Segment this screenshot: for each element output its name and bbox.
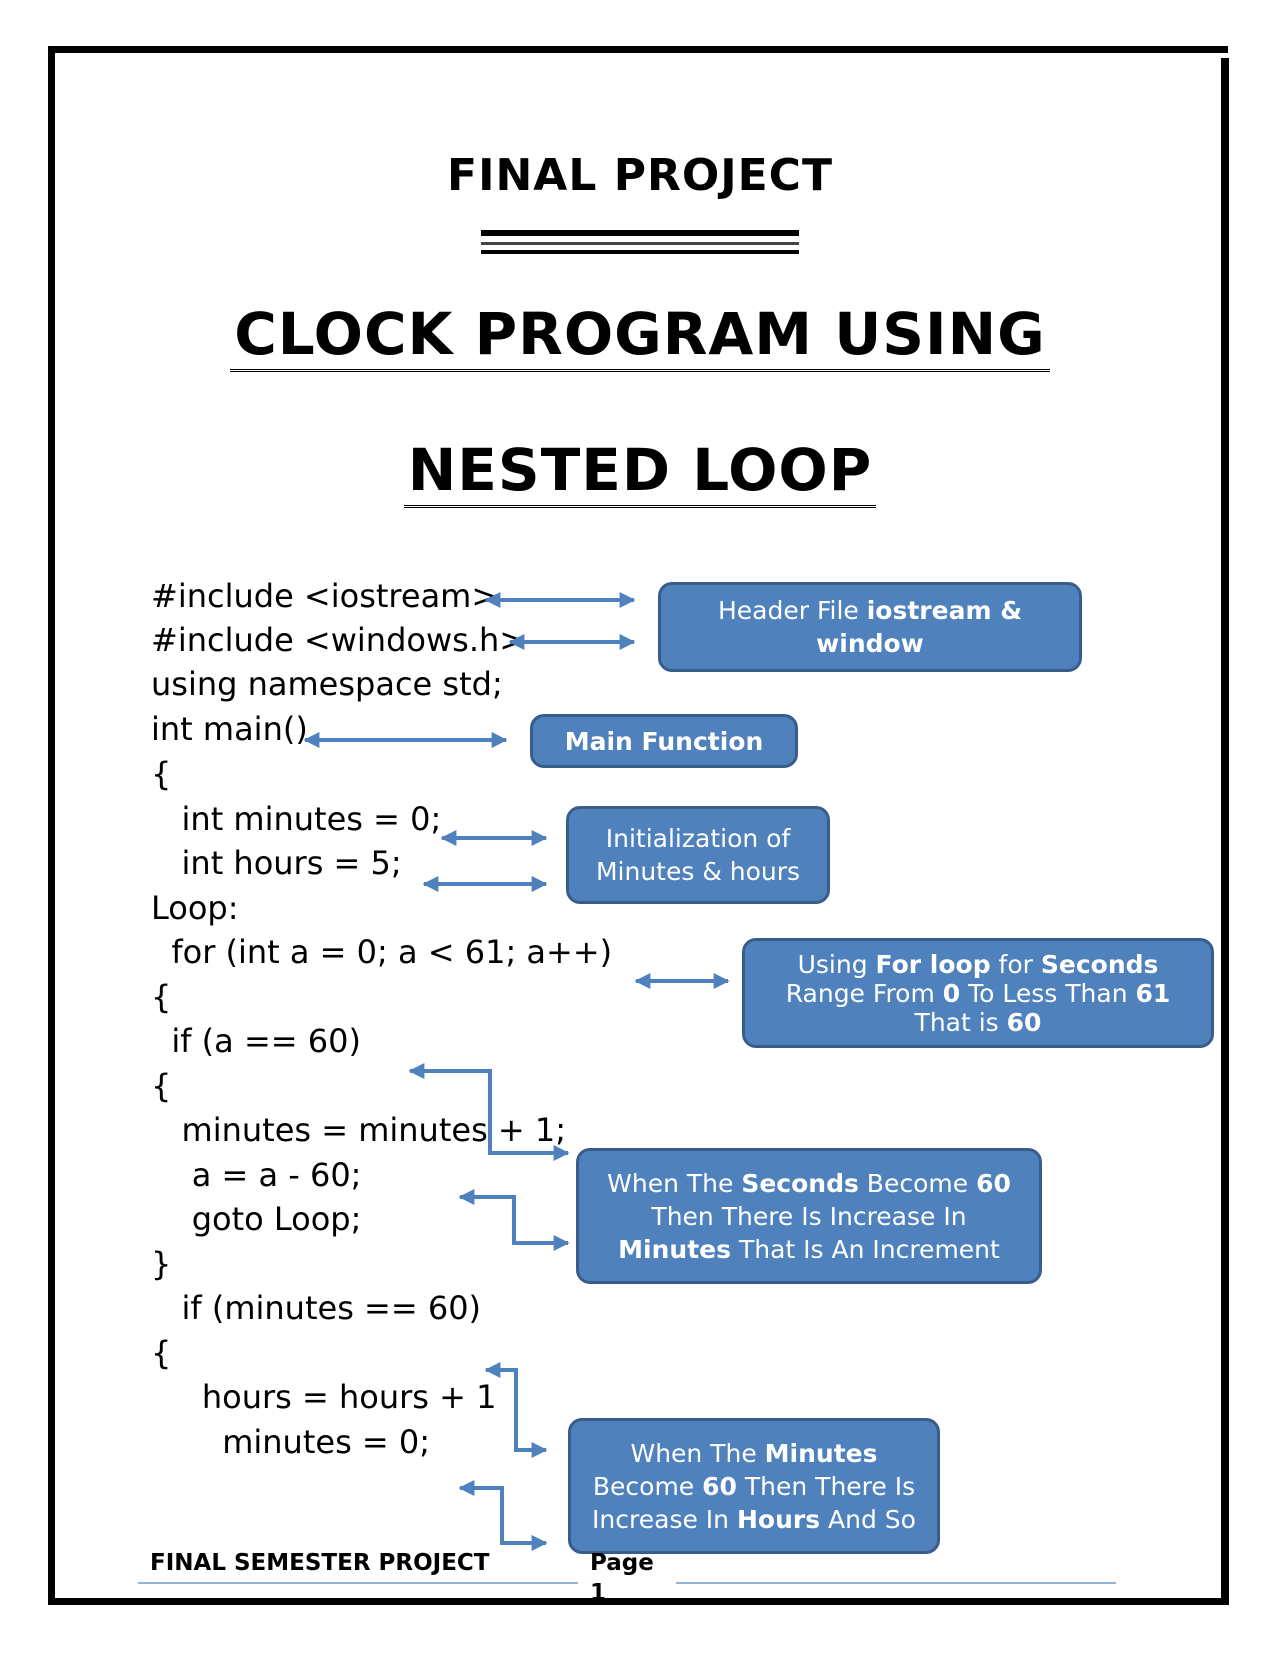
- note-text: for: [990, 949, 1041, 979]
- code-line: int hours = 5;: [151, 844, 402, 882]
- code-line: int main(): [151, 710, 308, 748]
- note-text: Then There Is: [736, 1472, 916, 1501]
- note-text: Header File: [717, 596, 867, 625]
- arrow-minutes-reset: [460, 1488, 546, 1543]
- note-text: Increase In: [592, 1505, 737, 1534]
- code-line: #include <windows.h>: [151, 621, 527, 659]
- arrow-goto: [460, 1197, 568, 1243]
- note-text: When The: [607, 1168, 742, 1198]
- note-text-bold: Minutes: [764, 1439, 878, 1468]
- note-text-bold: Seconds: [741, 1168, 859, 1198]
- footer-page-word: Page: [590, 1550, 654, 1576]
- note-text: Then There Is Increase In: [651, 1201, 967, 1231]
- code-line: a = a - 60;: [151, 1156, 362, 1194]
- footer-rule-left: [138, 1582, 578, 1584]
- footer-label: FINAL SEMESTER PROJECT: [150, 1550, 490, 1576]
- code-line: {: [151, 755, 172, 793]
- note-text: Become: [592, 1472, 703, 1501]
- note-text-bold: Minutes: [618, 1234, 731, 1264]
- note-text: That is: [914, 1007, 1007, 1037]
- arrow-if-seconds: [410, 1071, 568, 1153]
- note-text: To Less Than: [960, 978, 1136, 1008]
- code-line: for (int a = 0; a < 61; a++): [151, 933, 613, 971]
- project-label: FINAL PROJECT: [447, 150, 833, 201]
- code-line: {: [151, 978, 172, 1016]
- footer-rule-right: [676, 1582, 1116, 1584]
- code-line: goto Loop;: [151, 1200, 362, 1238]
- code-line: Loop:: [151, 889, 239, 927]
- code-line: hours = hours + 1: [151, 1378, 497, 1416]
- note-text-bold: 61: [1135, 978, 1171, 1008]
- footer-page-number: [590, 1548, 654, 1608]
- note-text-bold: window: [816, 629, 924, 658]
- note-text: Using: [797, 949, 876, 979]
- note-text: Become: [858, 1168, 977, 1198]
- arrow-hours-increment: [486, 1370, 546, 1450]
- note-initialization: [566, 806, 830, 904]
- note-text-bold: iostream &: [866, 596, 1023, 625]
- note-text-bold: 60: [1006, 1007, 1042, 1037]
- title-line-1-text: CLOCK PROGRAM USING: [230, 301, 1050, 372]
- note-text: When The: [630, 1439, 765, 1468]
- code-line: {: [151, 1334, 172, 1372]
- code-line: {: [151, 1067, 172, 1105]
- note-text-bold: 0: [942, 978, 961, 1008]
- note-text-bold: For loop: [875, 949, 991, 979]
- code-line: using namespace std;: [151, 665, 503, 703]
- note-text: Range From: [785, 978, 943, 1008]
- code-line: minutes = 0;: [151, 1423, 431, 1461]
- note-minutes-60: [568, 1418, 940, 1554]
- note-text: Main Function: [564, 726, 764, 756]
- note-main-function: [530, 714, 798, 768]
- code-line: if (a == 60): [151, 1022, 361, 1060]
- note-for-loop: [742, 938, 1214, 1048]
- note-text: And So: [820, 1505, 916, 1534]
- note-seconds-60: [576, 1148, 1042, 1284]
- code-line: #include <iostream>: [151, 577, 499, 615]
- note-text-bold: Seconds: [1040, 949, 1159, 979]
- note-text: Minutes & hours: [595, 857, 801, 886]
- note-text: That Is An Increment: [731, 1234, 1000, 1264]
- note-header-file: [658, 582, 1082, 672]
- title-line-2-text: NESTED LOOP: [404, 437, 876, 508]
- note-text-bold: 60: [702, 1472, 737, 1501]
- code-line: if (minutes == 60): [151, 1289, 482, 1327]
- code-line: minutes = minutes + 1;: [151, 1111, 567, 1149]
- code-line: int minutes = 0;: [151, 800, 442, 838]
- note-text-bold: Hours: [736, 1505, 821, 1534]
- note-text-bold: 60: [976, 1168, 1011, 1198]
- code-line: }: [151, 1245, 172, 1283]
- note-text: Initialization of: [605, 824, 791, 853]
- footer-page-digit: 1: [590, 1580, 607, 1606]
